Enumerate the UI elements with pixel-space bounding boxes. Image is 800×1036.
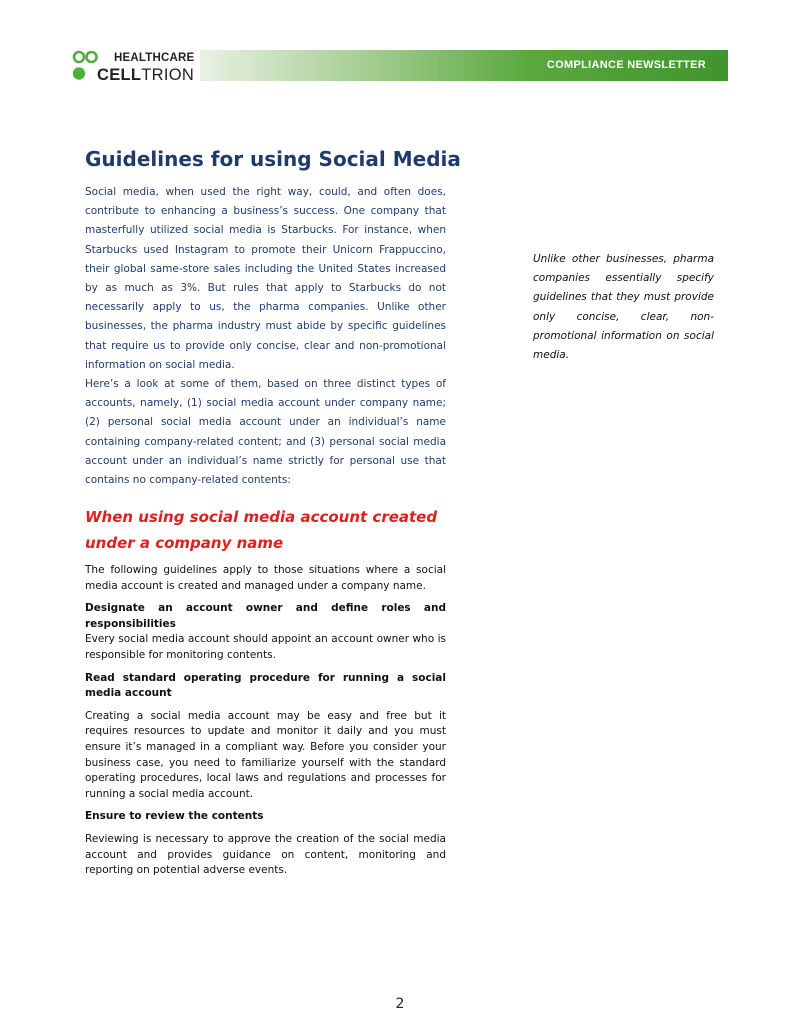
section-body xyxy=(85,563,446,886)
guideline-title: Ensure to review the contents xyxy=(85,810,264,823)
newsletter-title: COMPLIANCE NEWSLETTER xyxy=(546,59,706,71)
article-intro xyxy=(85,183,446,490)
header-bar xyxy=(200,50,728,81)
guideline-title: Designate an account owner and define roles and responsibilities xyxy=(85,602,446,630)
logo-trion-text: TRION xyxy=(141,66,195,84)
logo-celltrion-text xyxy=(97,66,194,84)
guideline-text: Creating a social media account may be easy and free but it requires resources to update and monitor it daily and you must ensure it’s managed in a compliant way. Before you consider your business case, you need to familiarize yourself with the standard operating procedures, local laws and regulations and processes for running a social media account. xyxy=(85,709,446,800)
intro-paragraph: Social media, when used the right way, could, and often does, contribute to enhancing a business’s success. One company that masterfully utilized social media is Starbucks. For instance, when Starbucks used Instagram to promote their Unicorn Frappuccino, their global same-store sales including the United States increased by as much as 3%. But rules that apply to Starbucks do not necessarily apply to us, the pharma companies. Unlike other businesses, the pharma industry must abide by specific guidelines that require us to provide only concise, clear and non-promotional information on social media. xyxy=(85,186,446,371)
pull-quote: Unlike other businesses, pharma companies essentially specify guidelines that they must provide only concise, clear, non-promotional information on social media. xyxy=(533,253,714,362)
page-number: 2 xyxy=(395,996,405,1012)
intro-paragraph: Here’s a look at some of them, based on three distinct types of accounts, namely, (1) social media account under company name; (2) personal social media account under an individual’s name containing company-related content; and (3) personal social media account under an individual’s name strictly for personal use that contains no company-related contents: xyxy=(85,378,446,487)
logo-cell-text: CELL xyxy=(97,66,142,84)
article-title: Guidelines for using Social Media xyxy=(85,147,461,171)
guideline-text: Every social media account should appoint an account owner who is responsible for monitoring contents. xyxy=(85,633,446,661)
logo-healthcare-text: HEALTHCARE xyxy=(114,52,195,64)
celltrion-healthcare-logo xyxy=(72,48,202,84)
section-lead: The following guidelines apply to those situations where a social media account is created and managed under a company name. xyxy=(85,564,446,592)
guideline-text: Reviewing is necessary to approve the creation of the social media account and provides guidance on content, monitoring and reporting on potential adverse events. xyxy=(85,832,446,877)
section-heading: When using social media account created under a company name xyxy=(85,508,438,552)
guideline-title: Read standard operating procedure for running a social media account xyxy=(85,671,446,700)
